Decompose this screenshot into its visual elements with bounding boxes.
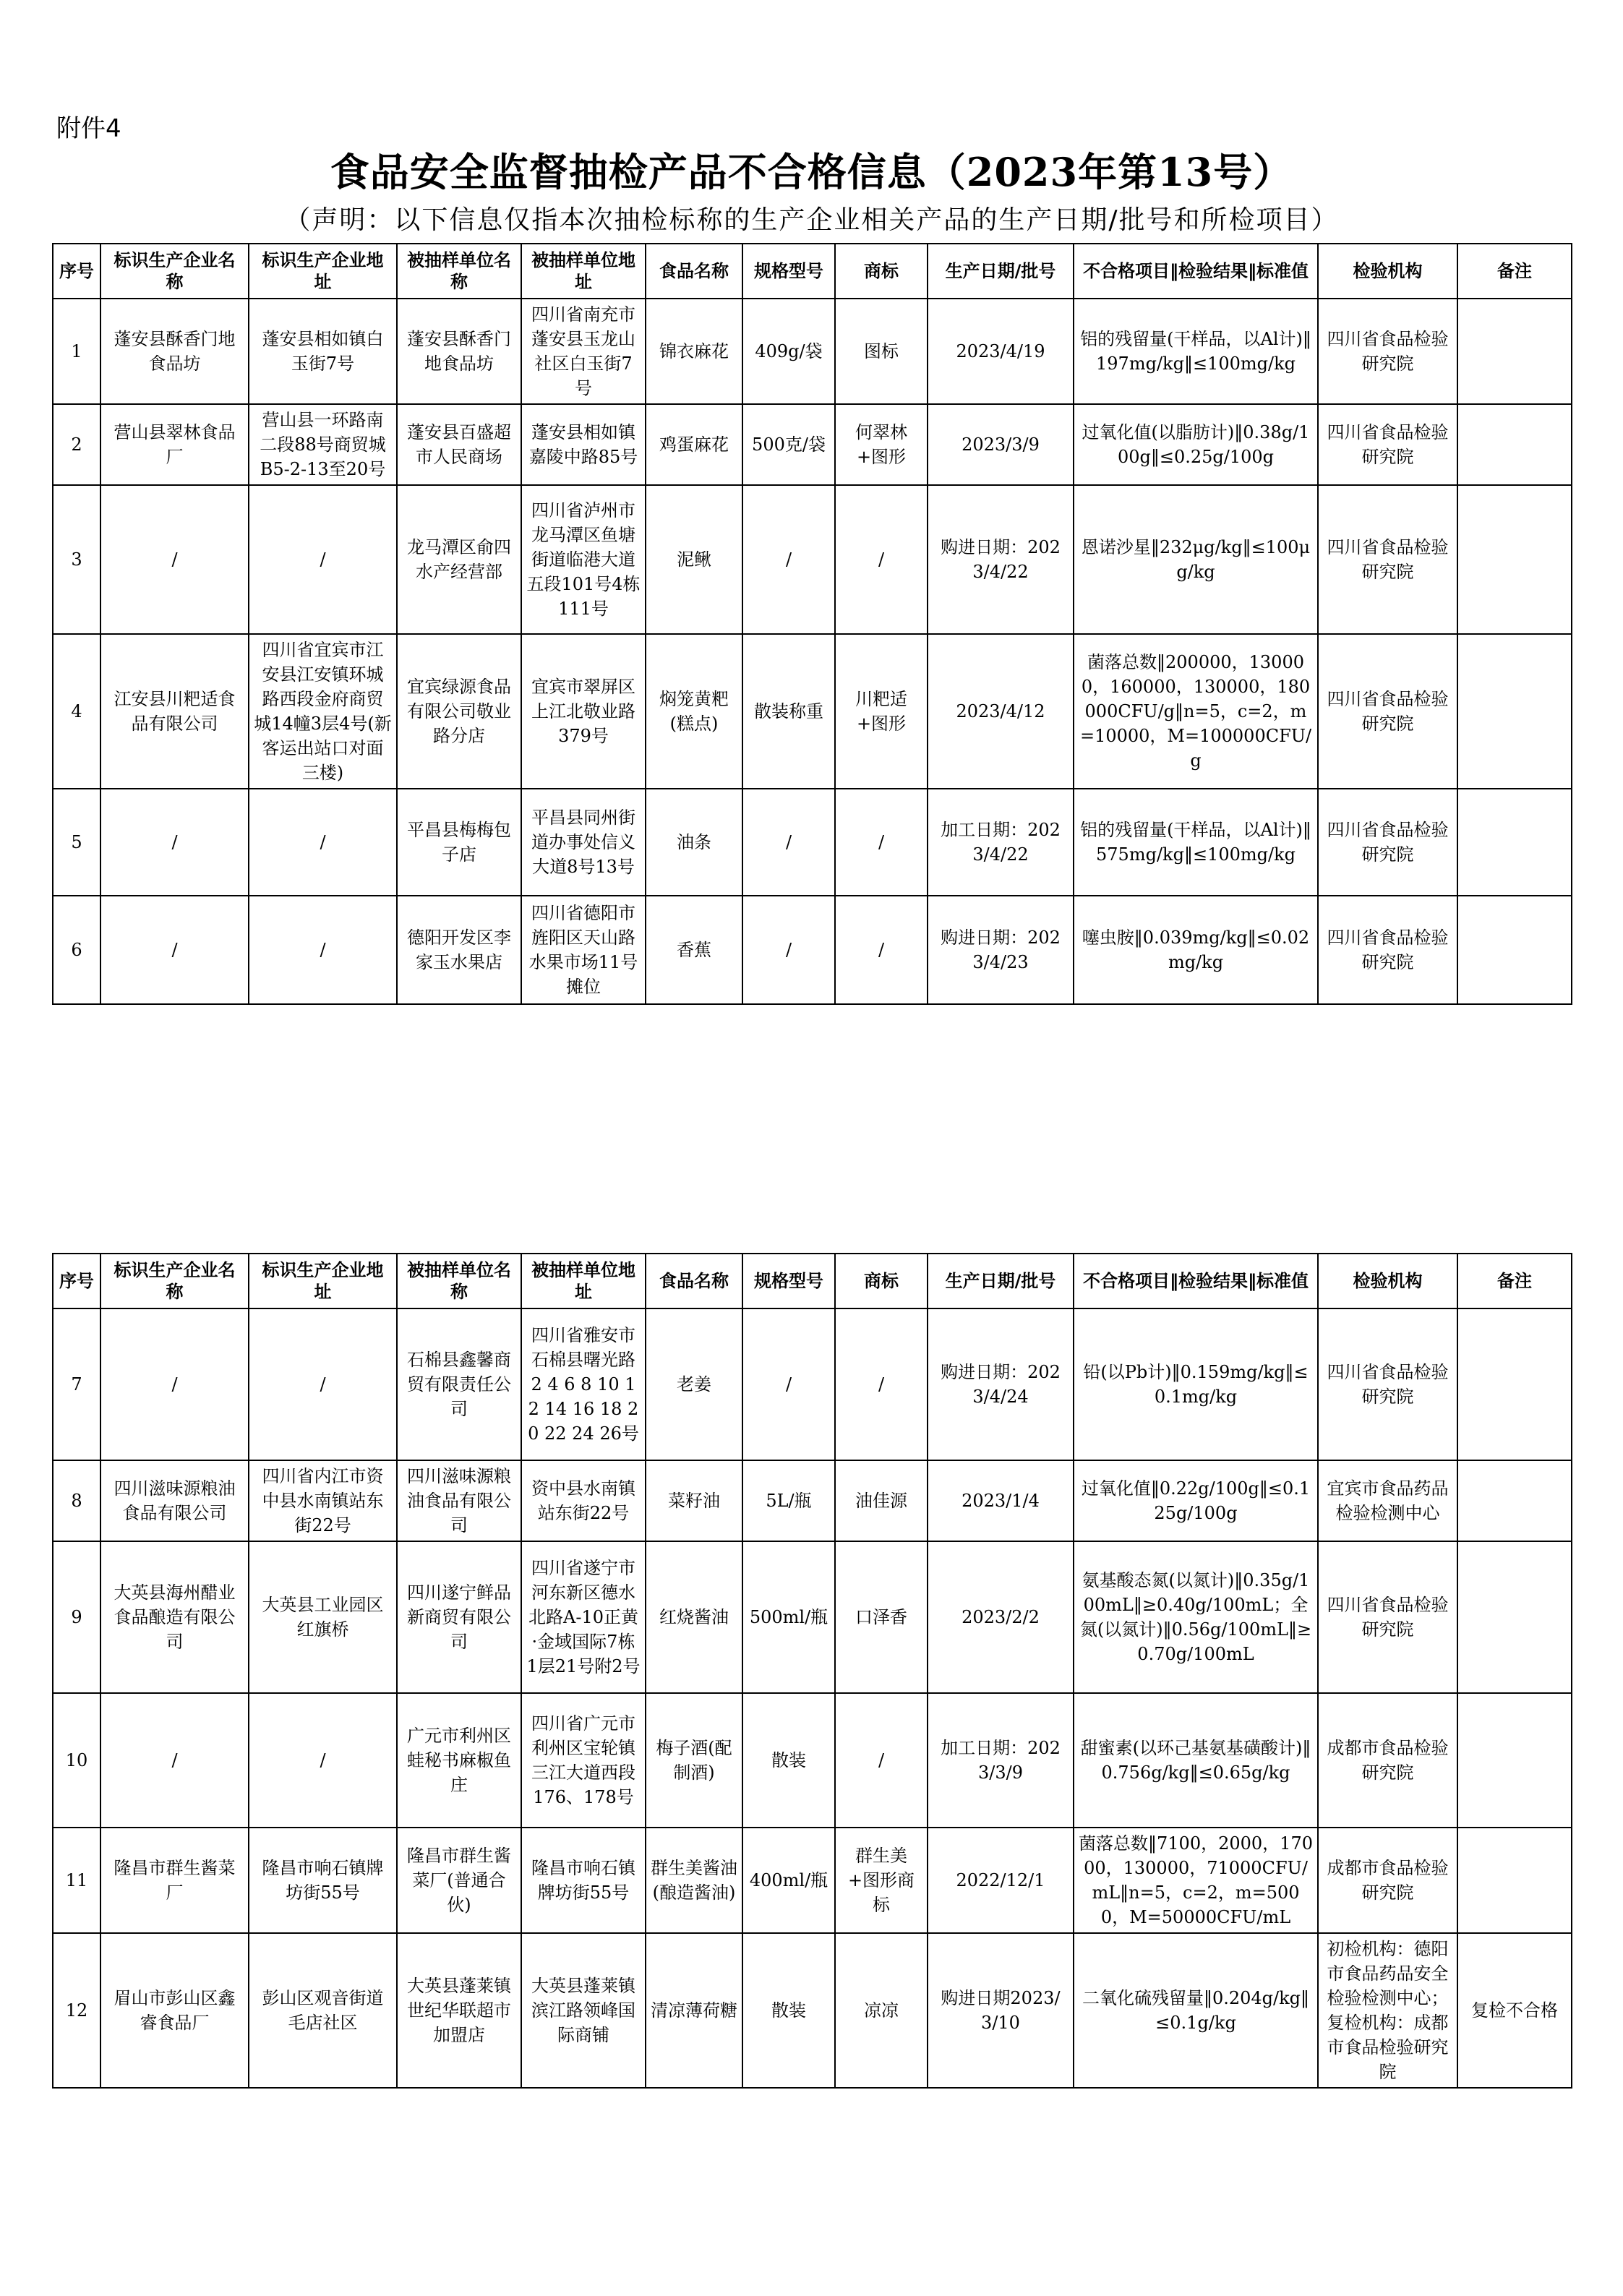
cell-remark xyxy=(1457,1541,1572,1693)
cell-trademark: / xyxy=(835,1693,928,1828)
header-row xyxy=(53,244,1572,299)
cell-inspection-agency: 初检机构：德阳市食品药品安全检验检测中心；复检机构：成都市食品检验研究院 xyxy=(1318,1933,1457,2088)
cell-producer-address: / xyxy=(249,789,397,896)
cell-producer-name: 营山县翠林食品厂 xyxy=(100,404,249,485)
cell-producer-name: / xyxy=(100,1693,249,1828)
column-header-inspection-agency: 检验机构 xyxy=(1318,1254,1457,1308)
column-header-sampled-unit-address: 被抽样单位地址 xyxy=(521,244,646,299)
cell-date-batch: 加工日期：2023/4/22 xyxy=(928,789,1074,896)
cell-producer-name: 眉山市彭山区鑫睿食品厂 xyxy=(100,1933,249,2088)
cell-sampled-unit-address: 平昌县同州街道办事处信义大道8号13号 xyxy=(521,789,646,896)
cell-seq: 4 xyxy=(53,634,100,789)
cell-spec: 散装 xyxy=(742,1933,835,2088)
cell-producer-name: 隆昌市群生酱菜厂 xyxy=(100,1828,249,1933)
cell-remark xyxy=(1457,896,1572,1004)
cell-spec: 400ml/瓶 xyxy=(742,1828,835,1933)
cell-spec: / xyxy=(742,1308,835,1460)
column-header-food-name: 食品名称 xyxy=(646,1254,742,1308)
table-row xyxy=(53,896,1572,1004)
cell-trademark: 图标 xyxy=(835,299,928,404)
cell-food-name: 红烧酱油 xyxy=(646,1541,742,1693)
results-table-page-2 xyxy=(52,1253,1572,2089)
table-row xyxy=(53,1933,1572,2088)
cell-sampled-unit-address: 大英县蓬莱镇滨江路领峰国际商铺 xyxy=(521,1933,646,2088)
cell-seq: 2 xyxy=(53,404,100,485)
cell-failed-item: 二氧化硫残留量‖0.204g/kg‖≤0.1g/kg xyxy=(1074,1933,1318,2088)
cell-food-name: 梅子酒(配制酒) xyxy=(646,1693,742,1828)
cell-date-batch: 2022/12/1 xyxy=(928,1828,1074,1933)
cell-seq: 3 xyxy=(53,485,100,634)
cell-remark: 复检不合格 xyxy=(1457,1933,1572,2088)
cell-sampled-unit-name: 大英县蓬莱镇世纪华联超市加盟店 xyxy=(397,1933,521,2088)
cell-sampled-unit-name: 广元市利州区蛙秘书麻椒鱼庄 xyxy=(397,1693,521,1828)
cell-remark xyxy=(1457,634,1572,789)
cell-producer-name: 蓬安县酥香门地食品坊 xyxy=(100,299,249,404)
table-row xyxy=(53,485,1572,634)
cell-food-name: 清凉薄荷糖 xyxy=(646,1933,742,2088)
cell-remark xyxy=(1457,1828,1572,1933)
cell-failed-item: 恩诺沙星‖232μg/kg‖≤100μg/kg xyxy=(1074,485,1318,634)
cell-sampled-unit-name: 平昌县梅梅包子店 xyxy=(397,789,521,896)
cell-food-name: 群生美酱油(酿造酱油) xyxy=(646,1828,742,1933)
cell-failed-item: 噻虫胺‖0.039mg/kg‖≤0.02mg/kg xyxy=(1074,896,1318,1004)
cell-producer-address: / xyxy=(249,1693,397,1828)
cell-food-name: 鸡蛋麻花 xyxy=(646,404,742,485)
cell-producer-address: 大英县工业园区红旗桥 xyxy=(249,1541,397,1693)
column-header-trademark: 商标 xyxy=(835,1254,928,1308)
cell-inspection-agency: 宜宾市食品药品检验检测中心 xyxy=(1318,1460,1457,1541)
cell-trademark: 凉凉 xyxy=(835,1933,928,2088)
cell-inspection-agency: 成都市食品检验研究院 xyxy=(1318,1828,1457,1933)
cell-date-batch: 购进日期2023/3/10 xyxy=(928,1933,1074,2088)
table-body xyxy=(53,299,1572,1004)
cell-sampled-unit-address: 隆昌市响石镇牌坊街55号 xyxy=(521,1828,646,1933)
column-header-remark: 备注 xyxy=(1457,1254,1572,1308)
cell-failed-item: 甜蜜素(以环己基氨基磺酸计)‖0.756g/kg‖≤0.65g/kg xyxy=(1074,1693,1318,1828)
cell-inspection-agency: 四川省食品检验研究院 xyxy=(1318,485,1457,634)
page-title: 食品安全监督抽检产品不合格信息（2023年第13号） xyxy=(330,149,1293,195)
cell-failed-item: 铝的残留量(干样品，以Al计)‖197mg/kg‖≤100mg/kg xyxy=(1074,299,1318,404)
cell-failed-item: 菌落总数‖200000，130000，160000，130000，180000CFU/g‖n=5，c=2，m=10000，M=100000CFU/g xyxy=(1074,634,1318,789)
cell-inspection-agency: 四川省食品检验研究院 xyxy=(1318,1308,1457,1460)
cell-producer-name: / xyxy=(100,789,249,896)
cell-date-batch: 2023/1/4 xyxy=(928,1460,1074,1541)
cell-food-name: 香蕉 xyxy=(646,896,742,1004)
cell-producer-name: / xyxy=(100,485,249,634)
column-header-food-name: 食品名称 xyxy=(646,244,742,299)
cell-date-batch: 购进日期：2023/4/24 xyxy=(928,1308,1074,1460)
cell-trademark: 川粑适+图形 xyxy=(835,634,928,789)
cell-trademark: / xyxy=(835,485,928,634)
column-header-remark: 备注 xyxy=(1457,244,1572,299)
cell-seq: 11 xyxy=(53,1828,100,1933)
table-row xyxy=(53,1541,1572,1693)
cell-trademark: / xyxy=(835,1308,928,1460)
header-row xyxy=(53,1254,1572,1308)
cell-remark xyxy=(1457,1693,1572,1828)
cell-failed-item: 过氧化值‖0.22g/100g‖≤0.125g/100g xyxy=(1074,1460,1318,1541)
cell-spec: 500克/袋 xyxy=(742,404,835,485)
column-header-spec: 规格型号 xyxy=(742,1254,835,1308)
cell-producer-address: / xyxy=(249,1308,397,1460)
cell-seq: 8 xyxy=(53,1460,100,1541)
cell-spec: / xyxy=(742,789,835,896)
column-header-producer-address: 标识生产企业地址 xyxy=(249,1254,397,1308)
table-row xyxy=(53,1693,1572,1828)
cell-producer-address: / xyxy=(249,896,397,1004)
table-row xyxy=(53,299,1572,404)
column-header-sampled-unit-name: 被抽样单位名称 xyxy=(397,1254,521,1308)
cell-food-name: 焖笼黄粑(糕点) xyxy=(646,634,742,789)
cell-producer-name: 江安县川粑适食品有限公司 xyxy=(100,634,249,789)
cell-date-batch: 购进日期：2023/4/23 xyxy=(928,896,1074,1004)
cell-sampled-unit-address: 宜宾市翠屏区上江北敬业路379号 xyxy=(521,634,646,789)
cell-producer-name: / xyxy=(100,1308,249,1460)
table-body xyxy=(53,1308,1572,2088)
cell-food-name: 锦衣麻花 xyxy=(646,299,742,404)
cell-trademark: 油佳源 xyxy=(835,1460,928,1541)
column-header-date-batch: 生产日期/批号 xyxy=(928,244,1074,299)
cell-seq: 9 xyxy=(53,1541,100,1693)
cell-producer-name: 大英县海州醋业食品酿造有限公司 xyxy=(100,1541,249,1693)
column-header-sampled-unit-address: 被抽样单位地址 xyxy=(521,1254,646,1308)
cell-failed-item: 铝的残留量(干样品，以Al计)‖575mg/kg‖≤100mg/kg xyxy=(1074,789,1318,896)
cell-inspection-agency: 四川省食品检验研究院 xyxy=(1318,404,1457,485)
cell-sampled-unit-address: 四川省遂宁市河东新区德水北路A-10正黄·金域国际7栋1层21号附2号 xyxy=(521,1541,646,1693)
cell-inspection-agency: 四川省食品检验研究院 xyxy=(1318,299,1457,404)
column-header-seq: 序号 xyxy=(53,1254,100,1308)
cell-remark xyxy=(1457,789,1572,896)
cell-date-batch: 加工日期：2023/3/9 xyxy=(928,1693,1074,1828)
cell-trademark: 口泽香 xyxy=(835,1541,928,1693)
cell-trademark: / xyxy=(835,789,928,896)
column-header-producer-name: 标识生产企业名称 xyxy=(100,244,249,299)
cell-producer-name: 四川滋味源粮油食品有限公司 xyxy=(100,1460,249,1541)
cell-food-name: 老姜 xyxy=(646,1308,742,1460)
cell-seq: 7 xyxy=(53,1308,100,1460)
cell-seq: 6 xyxy=(53,896,100,1004)
column-header-date-batch: 生产日期/批号 xyxy=(928,1254,1074,1308)
cell-date-batch: 2023/4/19 xyxy=(928,299,1074,404)
cell-remark xyxy=(1457,299,1572,404)
cell-date-batch: 2023/2/2 xyxy=(928,1541,1074,1693)
cell-spec: 散装称重 xyxy=(742,634,835,789)
cell-date-batch: 购进日期：2023/4/22 xyxy=(928,485,1074,634)
cell-inspection-agency: 四川省食品检验研究院 xyxy=(1318,1541,1457,1693)
cell-remark xyxy=(1457,1308,1572,1460)
cell-producer-address: 隆昌市响石镇牌坊街55号 xyxy=(249,1828,397,1933)
cell-spec: 409g/袋 xyxy=(742,299,835,404)
cell-spec: / xyxy=(742,485,835,634)
cell-spec: / xyxy=(742,896,835,1004)
cell-food-name: 菜籽油 xyxy=(646,1460,742,1541)
cell-sampled-unit-name: 四川遂宁鲜品新商贸有限公司 xyxy=(397,1541,521,1693)
column-header-spec: 规格型号 xyxy=(742,244,835,299)
results-table-page-1 xyxy=(52,243,1572,1005)
cell-food-name: 油条 xyxy=(646,789,742,896)
cell-failed-item: 氨基酸态氮(以氮计)‖0.35g/100mL‖≥0.40g/100mL；全氮(以氮计)‖0.56g/100mL‖≥0.70g/100mL xyxy=(1074,1541,1318,1693)
cell-sampled-unit-name: 宜宾绿源食品有限公司敬业路分店 xyxy=(397,634,521,789)
column-header-inspection-agency: 检验机构 xyxy=(1318,244,1457,299)
column-header-producer-name: 标识生产企业名称 xyxy=(100,1254,249,1308)
column-header-failed-item: 不合格项目‖检验结果‖标准值 xyxy=(1074,244,1318,299)
cell-producer-name: / xyxy=(100,896,249,1004)
cell-trademark: 群生美+图形商标 xyxy=(835,1828,928,1933)
table-row xyxy=(53,1308,1572,1460)
table-row xyxy=(53,634,1572,789)
table-row xyxy=(53,1828,1572,1933)
cell-inspection-agency: 四川省食品检验研究院 xyxy=(1318,896,1457,1004)
cell-date-batch: 2023/4/12 xyxy=(928,634,1074,789)
cell-sampled-unit-address: 资中县水南镇站东街22号 xyxy=(521,1460,646,1541)
cell-spec: 散装 xyxy=(742,1693,835,1828)
cell-sampled-unit-name: 蓬安县百盛超市人民商场 xyxy=(397,404,521,485)
column-header-seq: 序号 xyxy=(53,244,100,299)
cell-spec: 500ml/瓶 xyxy=(742,1541,835,1693)
cell-trademark: / xyxy=(835,896,928,1004)
cell-sampled-unit-address: 四川省南充市蓬安县玉龙山社区白玉街7号 xyxy=(521,299,646,404)
cell-seq: 12 xyxy=(53,1933,100,2088)
column-header-failed-item: 不合格项目‖检验结果‖标准值 xyxy=(1074,1254,1318,1308)
cell-remark xyxy=(1457,485,1572,634)
cell-inspection-agency: 成都市食品检验研究院 xyxy=(1318,1693,1457,1828)
cell-producer-address: 彭山区观音街道毛店社区 xyxy=(249,1933,397,2088)
cell-remark xyxy=(1457,404,1572,485)
cell-sampled-unit-name: 石棉县鑫馨商贸有限责任公司 xyxy=(397,1308,521,1460)
cell-seq: 10 xyxy=(53,1693,100,1828)
table-row xyxy=(53,1460,1572,1541)
column-header-producer-address: 标识生产企业地址 xyxy=(249,244,397,299)
cell-producer-address: 蓬安县相如镇白玉街7号 xyxy=(249,299,397,404)
cell-seq: 1 xyxy=(53,299,100,404)
cell-remark xyxy=(1457,1460,1572,1541)
cell-producer-address: 四川省内江市资中县水南镇站东街22号 xyxy=(249,1460,397,1541)
cell-inspection-agency: 四川省食品检验研究院 xyxy=(1318,634,1457,789)
cell-sampled-unit-name: 隆昌市群生酱菜厂(普通合伙) xyxy=(397,1828,521,1933)
cell-trademark: 何翠林+图形 xyxy=(835,404,928,485)
cell-producer-address: / xyxy=(249,485,397,634)
table-row xyxy=(53,789,1572,896)
cell-date-batch: 2023/3/9 xyxy=(928,404,1074,485)
cell-producer-address: 四川省宜宾市江安县江安镇环城路西段金府商贸城14幢3层4号(新客运出站口对面三楼) xyxy=(249,634,397,789)
cell-producer-address: 营山县一环路南二段88号商贸城B5-2-13至20号 xyxy=(249,404,397,485)
cell-failed-item: 过氧化值(以脂肪计)‖0.38g/100g‖≤0.25g/100g xyxy=(1074,404,1318,485)
cell-inspection-agency: 四川省食品检验研究院 xyxy=(1318,789,1457,896)
cell-sampled-unit-address: 四川省雅安市石棉县曙光路2 4 6 8 10 12 14 16 18 20 22 24 26号 xyxy=(521,1308,646,1460)
attachment-label: 附件4 xyxy=(56,114,121,143)
column-header-trademark: 商标 xyxy=(835,244,928,299)
cell-sampled-unit-address: 四川省德阳市旌阳区天山路水果市场11号摊位 xyxy=(521,896,646,1004)
cell-sampled-unit-name: 德阳开发区李家玉水果店 xyxy=(397,896,521,1004)
cell-sampled-unit-name: 蓬安县酥香门地食品坊 xyxy=(397,299,521,404)
cell-spec: 5L/瓶 xyxy=(742,1460,835,1541)
cell-sampled-unit-name: 四川滋味源粮油食品有限公司 xyxy=(397,1460,521,1541)
cell-sampled-unit-name: 龙马潭区俞四水产经营部 xyxy=(397,485,521,634)
cell-seq: 5 xyxy=(53,789,100,896)
cell-food-name: 泥鳅 xyxy=(646,485,742,634)
cell-sampled-unit-address: 四川省泸州市龙马潭区鱼塘街道临港大道五段101号4栋111号 xyxy=(521,485,646,634)
column-header-sampled-unit-name: 被抽样单位名称 xyxy=(397,244,521,299)
cell-sampled-unit-address: 蓬安县相如镇嘉陵中路85号 xyxy=(521,404,646,485)
cell-failed-item: 铅(以Pb计)‖0.159mg/kg‖≤0.1mg/kg xyxy=(1074,1308,1318,1460)
table-row xyxy=(53,404,1572,485)
cell-sampled-unit-address: 四川省广元市利州区宝轮镇三江大道西段176、178号 xyxy=(521,1693,646,1828)
cell-failed-item: 菌落总数‖7100，2000，17000，130000，71000CFU/mL‖n=5，c=2，m=5000，M=50000CFU/mL xyxy=(1074,1828,1318,1933)
statement-note: （声明：以下信息仅指本次抽检标称的生产企业相关产品的生产日期/批号和所检项目） xyxy=(284,205,1339,235)
